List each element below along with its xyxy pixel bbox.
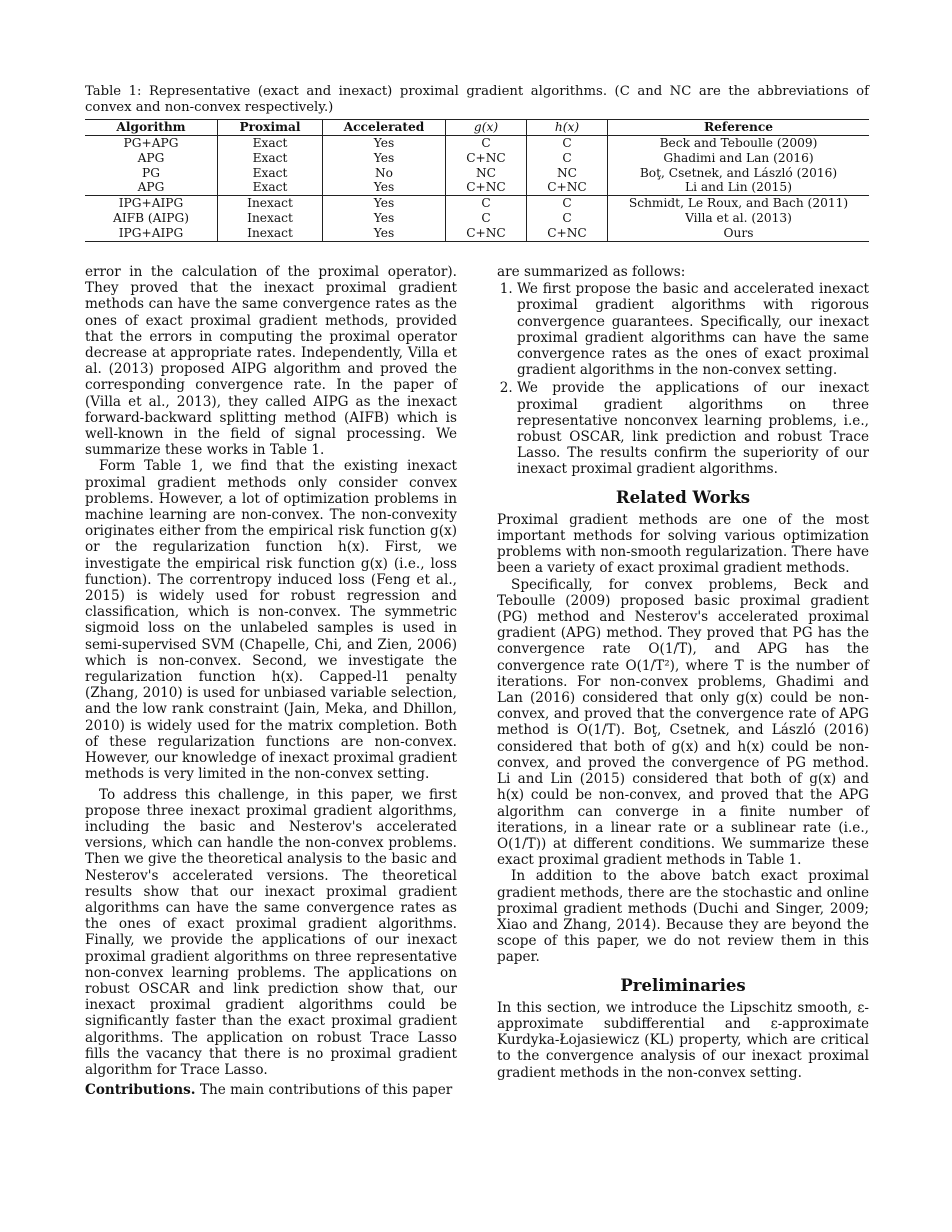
table-cell: C: [446, 211, 527, 226]
table-cell: No: [323, 166, 446, 181]
paragraph-challenge: To address this challenge, in this paper, we first propose three inexact proximal gradient algorithms, including the basic and Nesterov's accelerated versions, which can handle the non-convex problems. Then we give the theoretical analysis to the basic and Nesterov's accelerated versions. The theoretical results show that our inexact proximal gradient algorithms can have the same convergence rates as the ones of exact proximal gradient algorithms. Finally, we provide the applications of our inexact proximal gradient algorithms on three representative non-convex learning problems. The applications on robust OSCAR and link prediction show that, our inexact proximal gradient algorithms could be significantly faster than the exact proximal gradient algorithms. The application on robust Trace Lasso fills the vacancy that there is no proximal gradient algorithm for Trace Lasso.: [85, 786, 457, 1078]
table-cell: C+NC: [446, 226, 527, 241]
table-cell: Inexact: [218, 226, 323, 241]
section-title-related-works: Related Works: [615, 487, 751, 507]
table-cell: C+NC: [446, 180, 527, 195]
table-cell: Yes: [323, 196, 446, 211]
table-cell: Li and Lin (2015): [608, 180, 870, 195]
table-cell: C: [446, 135, 527, 150]
table-cell: APG: [137, 150, 165, 165]
table-cell: Boţ, Csetnek, and László (2016): [608, 166, 870, 181]
table-cell: C: [527, 135, 608, 150]
paragraph-non-convexity: Form Table 1, we find that the existing inexact proximal gradient methods only consider convex problems. However, a lot of optimization problems in machine learning are non-convex. The non-convexity originates either from the empirical risk function g(x) or the regularization function h(x). First, we investigate the empirical risk function g(x) (i.e., loss function). The correntropy induced loss (Feng et al., 2015) is widely used for robust regression and classification, which is non-convex. The symmetric sigmoid loss on the unlabeled samples is used in semi-supervised SVM (Chapelle, Chi, and Zien, 2006) which is non-convex. Second, we investigate the regularization function h(x). Capped-l1 penalty (Zhang, 2010) is used for unbiased variable selection, and the low rank constraint (Jain, Meka, and Dhillon, 2010) is widely used for the matrix completion. Both of these regularization functions are non-convex. However, our knowledge of inexact proximal gradient methods is very limited in the non-convex setting.: [85, 458, 457, 783]
right-column: [497, 264, 869, 1081]
table-cell: Exact: [218, 151, 323, 166]
table-cell: Yes: [323, 226, 446, 241]
contributions-label: Contributions.: [85, 1082, 196, 1099]
col-header-reference: Reference: [608, 120, 870, 136]
table-cell: Villa et al. (2013): [608, 211, 870, 226]
table-row: [85, 166, 869, 181]
paragraph-related-stochastic: In addition to the above batch exact proximal gradient methods, there are the stochastic and online proximal gradient methods (Duchi and Singer, 2009; Xiao and Zhang, 2014). Because they are beyond the scope of this paper, we do not review them in this paper.: [497, 868, 869, 966]
paragraph-inexact-history: error in the calculation of the proximal operator). They proved that the inexact proximal gradient methods can have the same convergence rates as the ones of exact proximal gradient methods, provided that the errors in computing the proximal operator decrease at appropriate rates. Independently, Villa et al. (2013) proposed AIPG algorithm and proved the corresponding convergence rate. In the paper of (Villa et al., 2013), they called AIPG as the inexact forward-backward splitting method (AIFB) which is well-known in the field of signal processing. We summarize these works in Table 1.: [85, 264, 457, 459]
table-cell: C: [446, 196, 527, 211]
paragraph-related-exact: Specifically, for convex problems, Beck and Teboulle (2009) proposed basic proximal gradient (PG) method and Nesterov's accelerated proximal gradient (APG) method. They proved that PG has the convergence rate O(1/T), and APG has the convergence rate O(1/T²), where T is the number of iterations. For non-convex problems, Ghadimi and Lan (2016) considered that only g(x) could be non-convex, and proved that the convergence rate of APG method is O(1/T). Boţ, Csetnek, and László (2016) considered that both of g(x) and h(x) could be non-convex, and proved the convergence of PG method. Li and Lin (2015) considered that both of g(x) and h(x) could be non-convex, and proved that the APG algorithm can converge in a finite number of iterations, in a linear rate or a sublinear rate (i.e., O(1/T)) at different conditions. We summarize these exact proximal gradient methods in Table 1.: [497, 576, 869, 869]
list-item: 1. We first propose the basic and accelerated inexact proximal gradient algorithms with rigorous convergence guarantees. Specifically, our inexact proximal gradient algorithms can have the same convergence rates as the ones of exact proximal gradient algorithms in the non-convex setting.: [517, 281, 869, 378]
table-cell: PG+APG: [123, 135, 179, 150]
table-row: [85, 196, 869, 211]
table-cell: C+NC: [527, 226, 608, 241]
algorithms-table: [85, 119, 869, 241]
table-cell: Exact: [218, 166, 323, 181]
table-cell: Yes: [323, 180, 446, 195]
table-cell: NC: [446, 166, 527, 181]
col-header-gx: g(x): [446, 120, 527, 136]
table-cell: IPG+AIPG: [85, 226, 218, 241]
left-column: [85, 264, 457, 1098]
table-cell: Exact: [218, 180, 323, 195]
paragraph-preliminaries: In this section, we introduce the Lipschitz smooth, ε-approximate subdifferential and ε-approximate Kurdyka-Łojasiewicz (KL) property, which are critical to the convergence analysis of our inexact proximal gradient methods in the non-convex setting.: [497, 999, 869, 1081]
contributions-text: The main contributions of this paper: [199, 1082, 453, 1099]
col-header-accelerated: Accelerated: [323, 120, 446, 136]
table-cell: C: [527, 151, 608, 166]
table-row: [85, 226, 869, 241]
table-cell: C: [527, 196, 608, 211]
table-cell: AIFB (AIPG): [113, 210, 189, 225]
col-header-algorithm: Algorithm: [85, 120, 218, 136]
table-cell: PG: [142, 165, 160, 180]
table-cell: C: [527, 211, 608, 226]
table-header-row: [85, 120, 869, 136]
table-row: [85, 180, 869, 195]
table-cell: Ours: [608, 226, 870, 241]
table-cell: Inexact: [218, 211, 323, 226]
table-cell: IPG+AIPG: [118, 196, 184, 211]
col-header-proximal: Proximal: [218, 120, 323, 136]
table-caption: Table 1: Representative (exact and inexact) proximal gradient algorithms. (C and NC are the abbreviations of convex and non-convex respectively.): [85, 84, 869, 115]
table-cell: C+NC: [446, 151, 527, 166]
list-item: 2. We provide the applications of our inexact proximal gradient algorithms on three representative nonconvex learning problems, i.e., robust OSCAR, link prediction and robust Trace Lasso. The results confirm the superiority of our inexact proximal gradient algorithms.: [517, 380, 869, 477]
two-column-body: [85, 264, 869, 1184]
table-cell: Schmidt, Le Roux, and Bach (2011): [608, 196, 870, 211]
table-cell: Beck and Teboulle (2009): [608, 135, 870, 150]
table-row: [85, 135, 869, 150]
paragraph-related-intro: Proximal gradient methods are one of the most important methods for solving various optimization problems with non-smooth regularization. There have been a variety of exact proximal gradient methods.: [497, 511, 869, 577]
paper-page: [85, 84, 869, 1099]
table-cell: Yes: [323, 151, 446, 166]
table-cell: Yes: [323, 135, 446, 150]
table-cell: Ghadimi and Lan (2016): [608, 151, 870, 166]
table-cell: APG: [85, 180, 218, 195]
contributions-list: [497, 281, 869, 477]
table-row: [85, 211, 869, 226]
section-title-preliminaries: Preliminaries: [620, 975, 746, 995]
table-cell: NC: [527, 166, 608, 181]
paragraph-contributions: [85, 1082, 457, 1098]
table-cell: C+NC: [527, 180, 608, 195]
table-row: [85, 151, 869, 166]
table-cell: Exact: [218, 135, 323, 150]
contributions-intro: are summarized as follows:: [497, 264, 686, 280]
table-cell: Inexact: [218, 196, 323, 211]
table-cell: Yes: [323, 211, 446, 226]
col-header-hx: h(x): [527, 120, 608, 136]
